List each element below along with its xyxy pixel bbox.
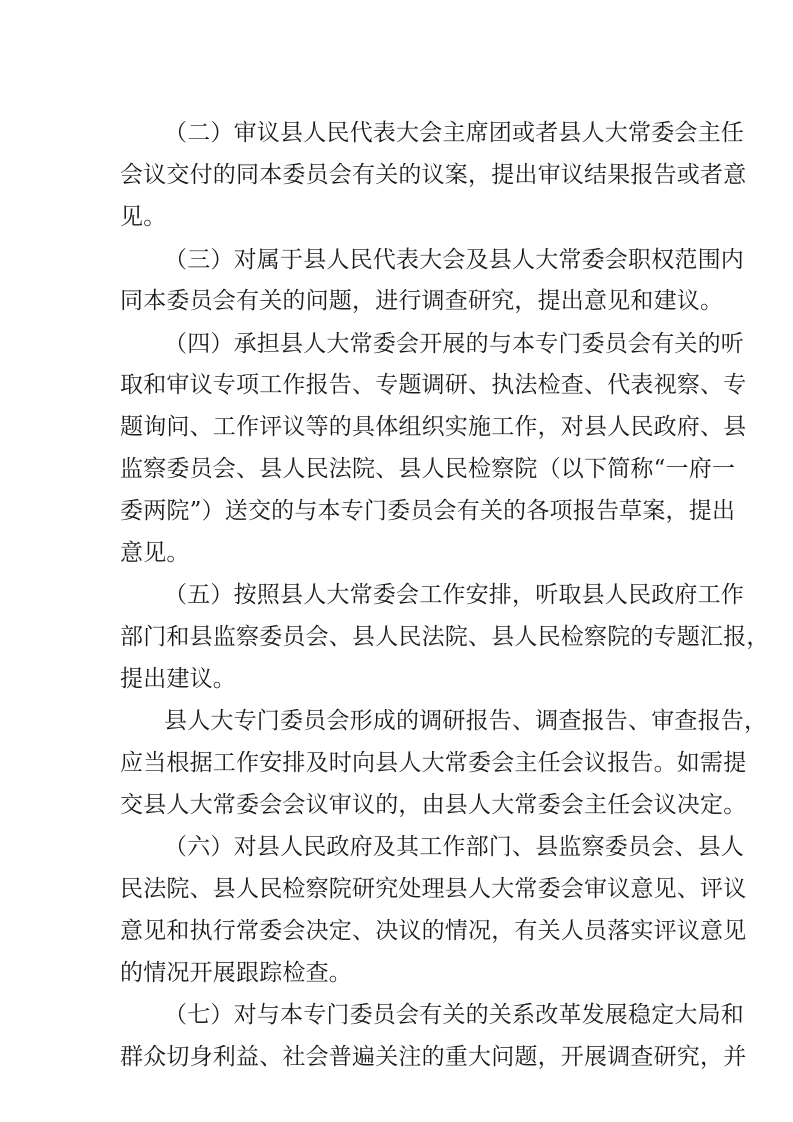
paragraph-4-line-4: 监察委员会、县人民法院、县人民检察院（以下简称“一府一 [120,456,736,482]
paragraph-7-line-1: （七）对与本专门委员会有关的关系改革发展稳定大局和 [164,1002,744,1028]
paragraph-4-line-1: （四）承担县人大常委会开展的与本专门委员会有关的听 [164,331,744,357]
paragraph-report-line-1: 县人大专门委员会形成的调研报告、调查报告、审查报告， [164,708,768,734]
paragraph-5-line-2: 部门和县监察委员会、县人民法院、县人民检察院的专题汇报， [120,624,770,650]
paragraph-3-line-2: 同本委员会有关的问题，进行调查研究，提出意见和建议。 [120,288,724,314]
paragraph-report-line-2: 应当根据工作安排及时向县人大常委会主任会议报告。如需提 [120,750,747,776]
paragraph-3-line-1: （三）对属于县人民代表大会及县人大常委会职权范围内 [164,247,744,273]
paragraph-4-line-6: 意见。 [120,540,190,566]
paragraph-6-line-3: 意见和执行常委会决定、决议的情况，有关人员落实评议意见 [120,918,747,944]
paragraph-2-line-2: 会议交付的同本委员会有关的议案，提出审议结果报告或者意 [120,162,747,188]
paragraph-2-line-1: （二）审议县人民代表大会主席团或者县人大常委会主任 [164,120,744,146]
paragraph-6-line-1: （六）对县人民政府及其工作部门、县监察委员会、县人 [164,834,744,860]
paragraph-7-line-2: 群众切身利益、社会普遍关注的重大问题，开展调查研究，并 [120,1044,747,1070]
paragraph-report-line-3: 交县人大常委会会议审议的，由县人大常委会主任会议决定。 [120,792,747,818]
paragraph-6-line-2: 民法院、县人民检察院研究处理县人大常委会审议意见、评议 [120,876,747,902]
paragraph-2-line-3: 见。 [120,204,167,230]
paragraph-4-line-3: 题询问、工作评议等的具体组织实施工作，对县人民政府、县 [120,414,747,440]
paragraph-5-line-1: （五）按照县人大常委会工作安排，听取县人民政府工作 [164,582,744,608]
paragraph-6-line-4: 的情况开展跟踪检查。 [120,960,352,986]
paragraph-4-line-5: 委两院”）送交的与本专门委员会有关的各项报告草案，提出 [120,498,736,524]
paragraph-5-line-3: 提出建议。 [120,666,236,692]
paragraph-4-line-2: 取和审议专项工作报告、专题调研、执法检查、代表视察、专 [120,372,747,398]
